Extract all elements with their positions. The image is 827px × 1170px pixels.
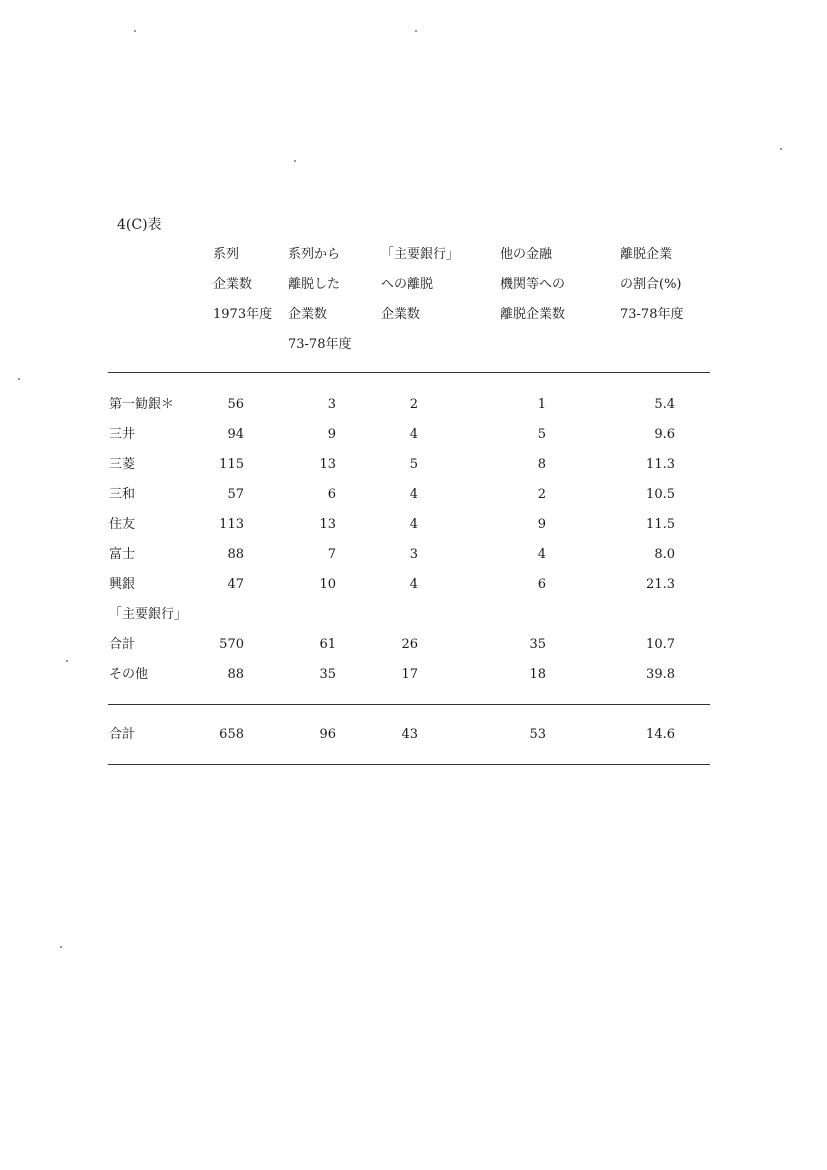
row-label: 三菱	[109, 457, 136, 472]
row-label: 合計	[109, 637, 136, 652]
table-cell: 53	[529, 727, 546, 742]
row-label: 富士	[109, 547, 136, 562]
column-header-line: 企業数	[213, 277, 253, 292]
column-header-line: 他の金融	[500, 247, 553, 262]
scan-speck	[60, 946, 62, 948]
row-label: 合計	[109, 727, 136, 742]
column-header-line: 離脱企業数	[500, 307, 566, 322]
row-label: 住友	[109, 517, 136, 532]
scan-speck	[66, 660, 68, 662]
table-cell: 7	[327, 547, 336, 562]
scan-speck	[415, 30, 417, 32]
scan-speck	[780, 148, 782, 150]
column-header-2	[288, 240, 351, 360]
table-cell: 61	[319, 637, 336, 652]
column-header-line: 離脱企業	[620, 247, 673, 262]
row-label: 三和	[109, 487, 136, 502]
table-cell: 13	[319, 517, 336, 532]
table-cell: 4	[409, 577, 418, 592]
table-cell: 11.3	[646, 457, 675, 472]
row-label: 第一勧銀＊	[109, 397, 175, 412]
column-header-line: 系列	[213, 247, 240, 262]
column-header-line: 1973年度	[213, 307, 273, 322]
table-cell: 96	[319, 727, 336, 742]
table-cell: 56	[227, 397, 244, 412]
table-cell: 47	[227, 577, 244, 592]
table-cell: 4	[409, 517, 418, 532]
table-cell: 5	[409, 457, 418, 472]
row-label: 「主要銀行」	[109, 607, 188, 622]
row-label: 三井	[109, 427, 136, 442]
table-cell: 1	[537, 397, 546, 412]
table-cell: 113	[219, 517, 244, 532]
column-header-line: の割合(%)	[620, 277, 682, 292]
table-cell: 6	[327, 487, 336, 502]
table-cell: 5	[537, 427, 546, 442]
table-cell: 18	[529, 667, 546, 682]
table-cell: 35	[319, 667, 336, 682]
column-header-line: 企業数	[381, 307, 421, 322]
table-cell: 9	[327, 427, 336, 442]
row-label: 興銀	[109, 577, 136, 592]
table-cell: 4	[409, 427, 418, 442]
table-cell: 115	[219, 457, 244, 472]
table-cell: 39.8	[646, 667, 675, 682]
column-header-line: 離脱した	[288, 277, 341, 292]
table-cell: 2	[537, 487, 546, 502]
column-header-4	[500, 240, 565, 330]
table-cell: 11.5	[646, 517, 675, 532]
column-header-1	[213, 240, 272, 330]
column-header-line: 73-78年度	[620, 307, 684, 322]
table-cell: 9	[537, 517, 546, 532]
scan-speck	[18, 378, 20, 380]
table-cell: 88	[227, 667, 244, 682]
table-cell: 9.6	[654, 427, 675, 442]
table-cell: 10	[319, 577, 336, 592]
table-cell: 94	[227, 427, 244, 442]
column-header-line: 「主要銀行」	[381, 247, 460, 262]
row-label: その他	[109, 667, 149, 682]
table-cell: 35	[529, 637, 546, 652]
column-header-line: 73-78年度	[288, 337, 352, 352]
scan-speck	[134, 30, 136, 32]
table-cell: 10.7	[646, 637, 675, 652]
table-cell: 13	[319, 457, 336, 472]
table-cell: 88	[227, 547, 244, 562]
table-cell: 658	[219, 727, 244, 742]
column-header-line: 系列から	[288, 247, 341, 262]
column-header-line: 機関等への	[500, 277, 566, 292]
table-cell: 4	[537, 547, 546, 562]
column-header-3	[381, 240, 459, 330]
table-cell: 14.6	[646, 727, 675, 742]
table-cell: 43	[401, 727, 418, 742]
table-cell: 2	[409, 397, 418, 412]
table-cell: 17	[401, 667, 418, 682]
column-header-line: 企業数	[288, 307, 328, 322]
table-title: 4(C)表	[117, 217, 162, 233]
column-header-5	[620, 240, 683, 330]
table-cell: 8.0	[654, 547, 675, 562]
table-cell: 4	[409, 487, 418, 502]
table-cell: 3	[327, 397, 336, 412]
table-cell: 57	[227, 487, 244, 502]
table-cell: 21.3	[646, 577, 675, 592]
scan-speck	[294, 160, 296, 162]
total-divider	[108, 704, 710, 705]
table-cell: 6	[537, 577, 546, 592]
table-cell: 5.4	[654, 397, 675, 412]
column-header-line: への離脱	[381, 277, 434, 292]
table-cell: 3	[409, 547, 418, 562]
bottom-divider	[108, 764, 710, 765]
table-cell: 10.5	[646, 487, 675, 502]
table-cell: 570	[219, 637, 244, 652]
table-cell: 26	[401, 637, 418, 652]
header-divider	[108, 372, 710, 373]
table-cell: 8	[537, 457, 546, 472]
